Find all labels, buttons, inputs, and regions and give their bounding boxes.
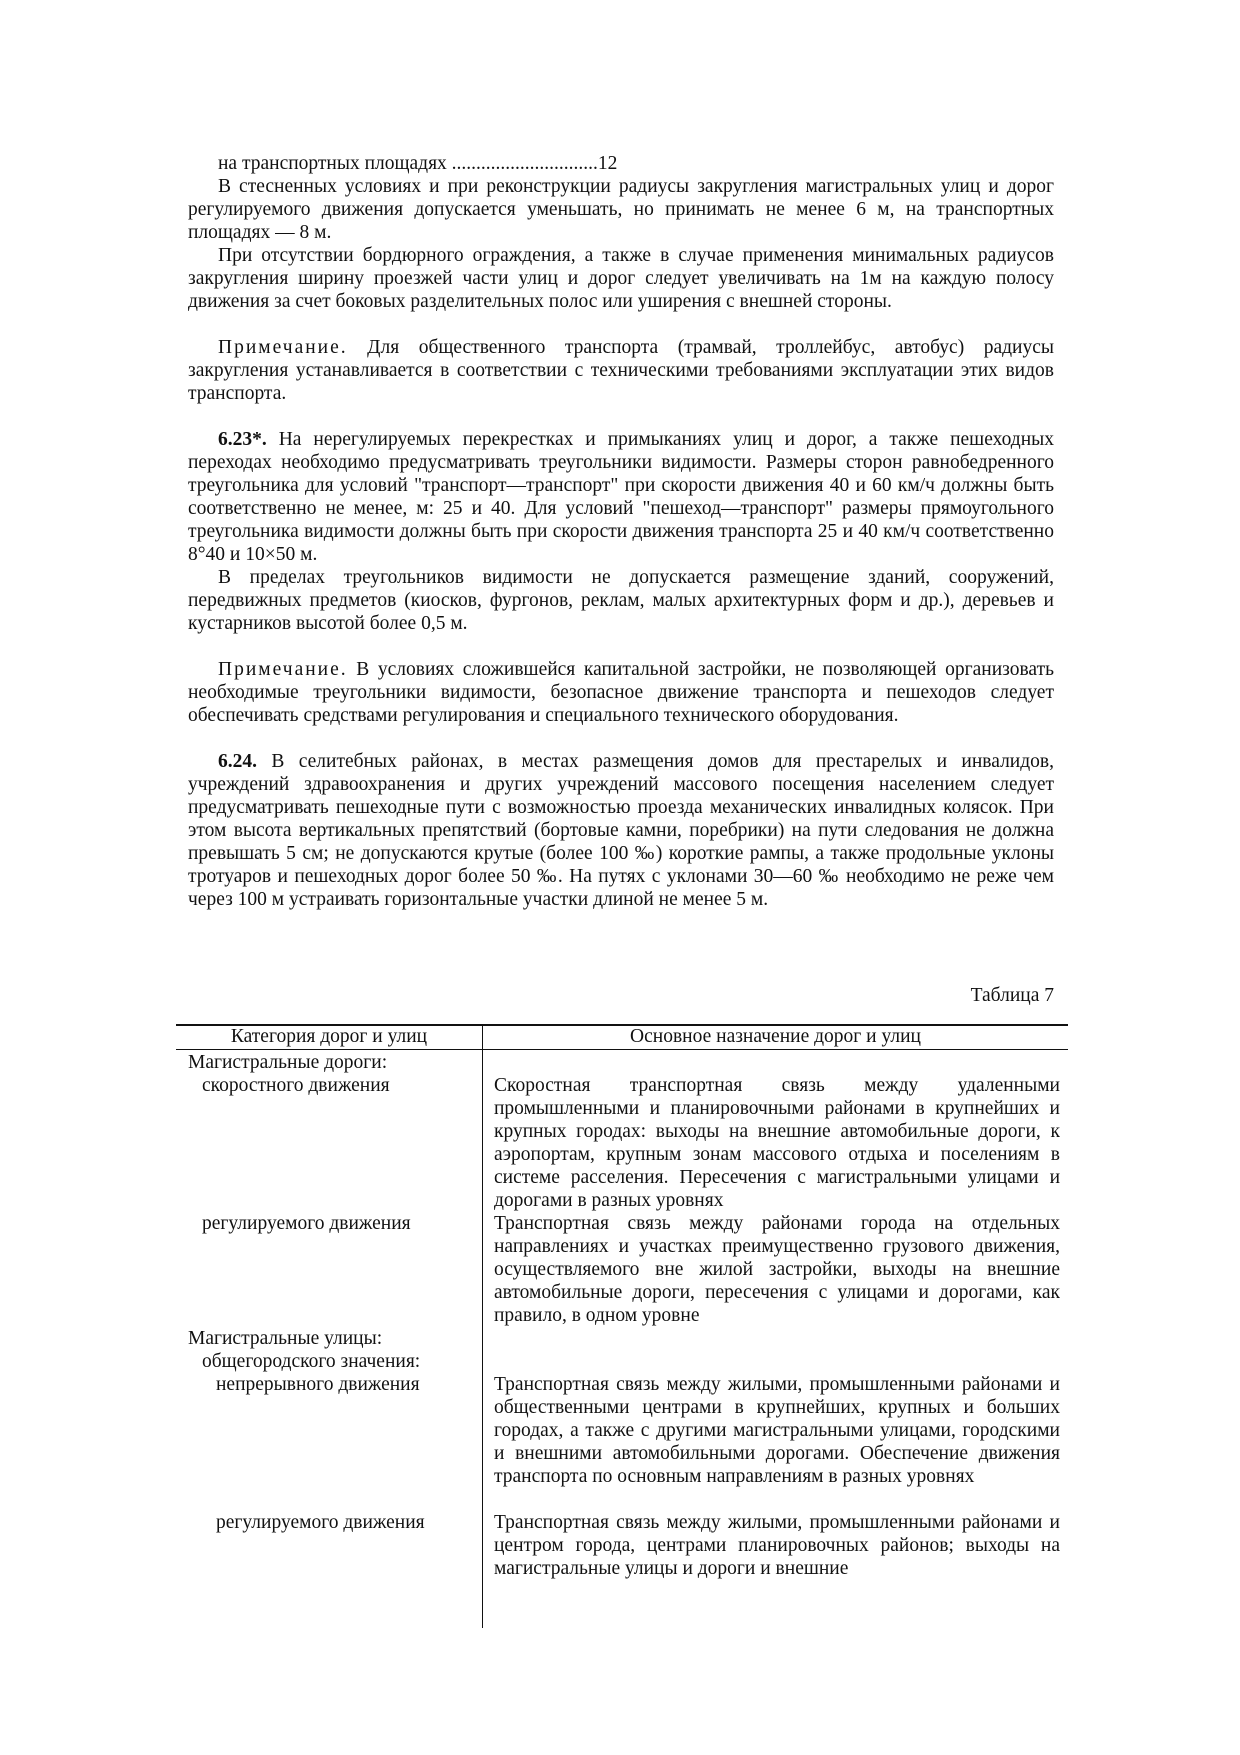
table-cell-purpose: Транспортная связь между жилыми, промышленными районами и общественными центрами в крупнейших, крупных и больших городах, а также с другими магистральными улицами, городскими и внешними автомобильными дорогами. Обеспечение движения транспорта по основным направлениям в разных уровнях	[494, 1374, 1060, 1487]
table-cell-category: непрерывного движения	[216, 1374, 420, 1395]
section-number: 6.24.	[218, 751, 257, 772]
body-text	[188, 152, 1054, 911]
table-cell-category: регулируемого движения	[202, 1213, 411, 1234]
table-cell-purpose: Скоростная транспортная связь между удаленными промышленными и планировочными районами в крупнейших и крупных городах: выходы на внешние автомобильные дороги, к аэропортам, крупным зонам массового отдыха и поселениям в системе расселения. Пересечения с магистральными улицами и дорогами в разных уровнях	[494, 1075, 1060, 1211]
table-caption: Таблица 7	[970, 985, 1054, 1006]
section-number: 6.23*.	[218, 429, 267, 450]
roads-table	[176, 1024, 1068, 1628]
note-label: Примечание.	[218, 337, 348, 358]
toc-line: на транспортных площадях ..............................12	[218, 153, 618, 174]
note-text: Для общественного транспорта (трамвай, троллейбус, автобус) радиусы закругления устанавливается в соответствии с техническими требованиями эксплуатации этих видов транспорта.	[188, 337, 1054, 404]
section-text: На нерегулируемых перекрестках и примыканиях улиц и дорог, а также пешеходных переходах необходимо предусматривать треугольники видимости. Размеры сторон равнобедренного треугольника для условий "транспорт—транспорт" при скорости движения 40 и 60 км/ч должны быть соответственно не менее, м: 25 и 40. Для условий "пешеход—транспорт" размеры прямоугольного треугольника видимости должны быть при скорости движения транспорта 25 и 40 км/ч соответственно 8°40 и 10×50 м.	[188, 429, 1054, 565]
note-public-transport	[188, 336, 1054, 405]
table-header-purpose: Основное назначение дорог и улиц	[630, 1026, 921, 1047]
paragraph-no-curb: При отсутствии бордюрного ограждения, а также в случае применения минимальных радиусов закругления ширину проезжей части улиц и дорог следует увеличивать на 1м на каждую полосу движения за счет боковых разделительных полос или уширения с внешней стороны.	[188, 245, 1054, 312]
section-text: В селитебных районах, в местах размещения домов для престарелых и инвалидов, учреждений здравоохранения и других учреждений массового посещения населением следует предусматривать пешеходные пути с возможностью проезда механических инвалидных колясок. При этом высота вертикальных препятствий (бортовые камни, поребрики) на пути следования не должна превышать 5 см; не допускаются крутые (более 100 ‰) короткие рампы, а также продольные уклоны тротуаров и пешеходных дорог более 50 ‰. На путях с уклонами 30—60 ‰ необходимо не реже чем через 100 м устраивать горизонтальные участки длиной не менее 5 м.	[188, 751, 1054, 910]
table-header-rule	[176, 1049, 1068, 1050]
section-6-24	[188, 750, 1054, 911]
table-cell-purpose: Транспортная связь между жилыми, промышленными районами и центром города, центрами планировочных районов; выходы на магистральные улицы и дороги и внешние	[494, 1512, 1060, 1579]
note-text: В условиях сложившейся капитальной застройки, не позволяющей организовать необходимые треугольники видимости, безопасное движение транспорта и пешеходов следует обеспечивать средствами регулирования и специального технического оборудования.	[188, 659, 1054, 726]
table-cell-category: регулируемого движения	[216, 1512, 425, 1533]
table-cell-category: скоростного движения	[202, 1075, 390, 1096]
table-cell-category: общегородского значения:	[202, 1351, 421, 1372]
paragraph-reconstruction-radii: В стесненных условиях и при реконструкции радиусы закругления магистральных улиц и дорог регулируемого движения допускается уменьшать, но принимать не менее 6 м, на транспортных площадях — 8 м.	[188, 176, 1054, 243]
note-label: Примечание.	[218, 659, 348, 680]
section-6-23	[188, 428, 1054, 566]
note-existing-buildings	[188, 658, 1054, 727]
table-column-divider	[482, 1024, 483, 1628]
paragraph-visibility-triangles: В пределах треугольников видимости не допускается размещение зданий, сооружений, передвижных предметов (киосков, фургонов, реклам, малых архитектурных форм и др.), деревьев и кустарников высотой более 0,5 м.	[188, 567, 1054, 634]
table-cell-purpose: Транспортная связь между районами города на отдельных направлениях и участках преимущественно грузового движения, осуществляемого вне жилой застройки, выходы на внешние автомобильные дороги, пересечения с улицами и дорогами, как правило, в одном уровне	[494, 1213, 1060, 1326]
table-cell-category: Магистральные дороги:	[188, 1052, 388, 1073]
table-header-category: Категория дорог и улиц	[230, 1026, 428, 1047]
table-cell-category: Магистральные улицы:	[188, 1328, 383, 1349]
